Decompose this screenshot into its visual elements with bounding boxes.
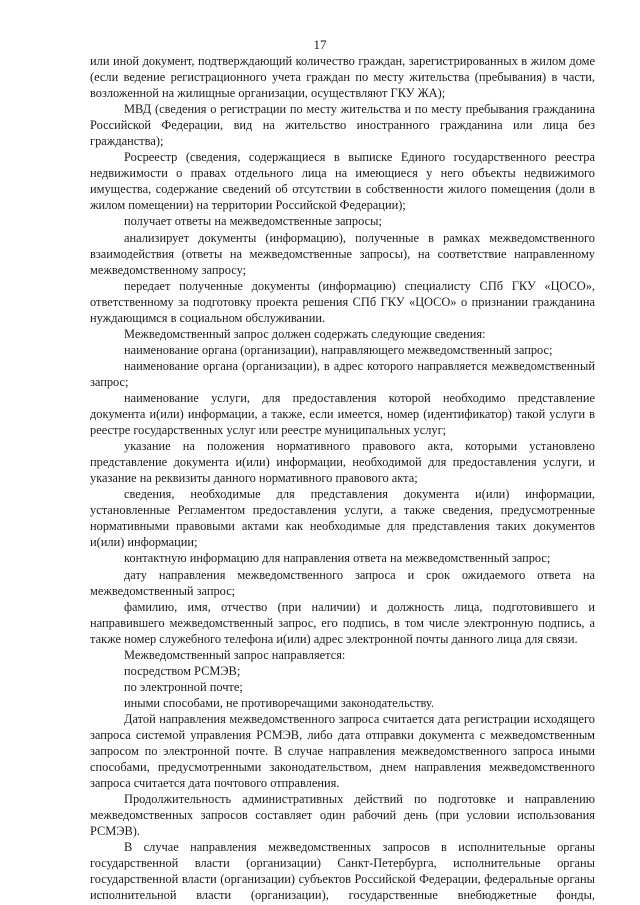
paragraph-sent-via: Межведомственный запрос направляется: [124, 647, 346, 662]
paragraph-via-rsmev: посредством РСМЭВ; [124, 663, 241, 678]
paragraph-transfers: передает полученные документы (информацию) специалисту СПб ГКУ «ЦОСО», ответственному за подготовку проекта решения СПб ГКУ «ЦОСО» о признании гражданина нуждающимся в социальном обслуживании. [90, 278, 595, 325]
paragraph-service-name: наименование услуги, для предоставления которой необходимо представление документа и(или) информации, а также, если имеется, номер (идентификатор) такой услуги в реестре государственных услуг или реестре муниципальных услуг; [90, 390, 595, 438]
paragraph-mvd: МВД (сведения о регистрации по месту жительства и по месту пребывания гражданина Российской Федерации, вид на жительство иностранного гражданина или лица без гражданства); [90, 102, 595, 149]
paragraph-other-ways: иными способами, не противоречащими законодательству. [124, 695, 434, 710]
paragraph-duration: Продолжительность административных действий по подготовке и направлению межведомственных запросов составляет один рабочий день (при условии использования РСМЭВ). [90, 792, 595, 839]
paragraph-via-email: по электронной почте; [124, 679, 243, 694]
paragraph-rosreestr: Росреестр (сведения, содержащиеся в выписке Единого государственного реестра недвижимости о правах отдельного лица на имеющиеся у него объекты недвижимого имущества, содержание сведений об отсутствии в собственности жилого помещения (доли в жилом помещении) на территории Российской Федерации); [90, 150, 595, 213]
paragraph-signatory: фамилию, имя, отчество (при наличии) и должность лица, подготовившего и направившего межведомственный запрос, его подпись, в том числе электронную подпись, а также номер служебного телефона и(или) адрес электронной почты данного лица для связи. [90, 599, 595, 646]
paragraph-recipient-name: наименование органа (организации), в адрес которого направляется межведомственный запрос; [90, 358, 595, 389]
paragraph-contact-info: контактную информацию для направления ответа на межведомственный запрос; [124, 551, 551, 566]
paragraph-sending-date: Датой направления межведомственного запроса считается дата регистрации исходящего запроса системой управления РСМЭВ, либо дата отправки документа с межведомственным запросом по электронной почте. В случае направления межведомственного запроса иными способами, предусмотренными законодательством, днем направления межведомственного запроса считается дата почтового отправления. [90, 711, 595, 791]
paragraph-analyzes: анализирует документы (информацию), полученные в рамках межведомственного взаимодействия (ответы на межведомственные запросы), на соответствие направленному межведомственному запросу; [90, 230, 595, 277]
paragraph-continuation: или иной документ, подтверждающий количество граждан, зарегистрированных в жилом доме (если ведение регистрационного учета граждан по месту жительства (пребывания) в части, возложенной на жилищные организации, осуществляют ГКУ ЖА); [90, 54, 595, 101]
paragraph-request-contents: Межведомственный запрос должен содержать следующие сведения: [124, 326, 486, 341]
paragraph-executive-bodies: В случае направления межведомственных запросов в исполнительные органы государственной власти (организации) Санкт-Петербурга, исполнительные органы государственной власти (организации) субъектов Российской Федерации, федеральные органы исполнительной власти (организации), государственные внебюджетные фонды, [90, 840, 595, 903]
paragraph-sender-name: наименование органа (организации), направляющего межведомственный запрос; [124, 342, 553, 357]
document-body [90, 53, 595, 903]
paragraph-dates: дату направления межведомственного запроса и срок ожидаемого ответа на межведомственный запрос; [90, 567, 595, 598]
paragraph-receives-answers: получает ответы на межведомственные запросы; [124, 214, 382, 229]
paragraph-legal-act: указание на положения нормативного правового акта, которыми установлено представление документа и(или) информации, необходимой для предоставления услуги, и указание на реквизиты данного нормативного правового акта; [90, 439, 595, 486]
page-number: 17 [313, 37, 327, 52]
paragraph-required-info: сведения, необходимые для представления документа и(или) информации, установленные Регламентом предоставления услуги, а также сведения, предусмотренные нормативными правовыми актами как необходимые для представления таких документов и(или) информации; [90, 487, 595, 550]
